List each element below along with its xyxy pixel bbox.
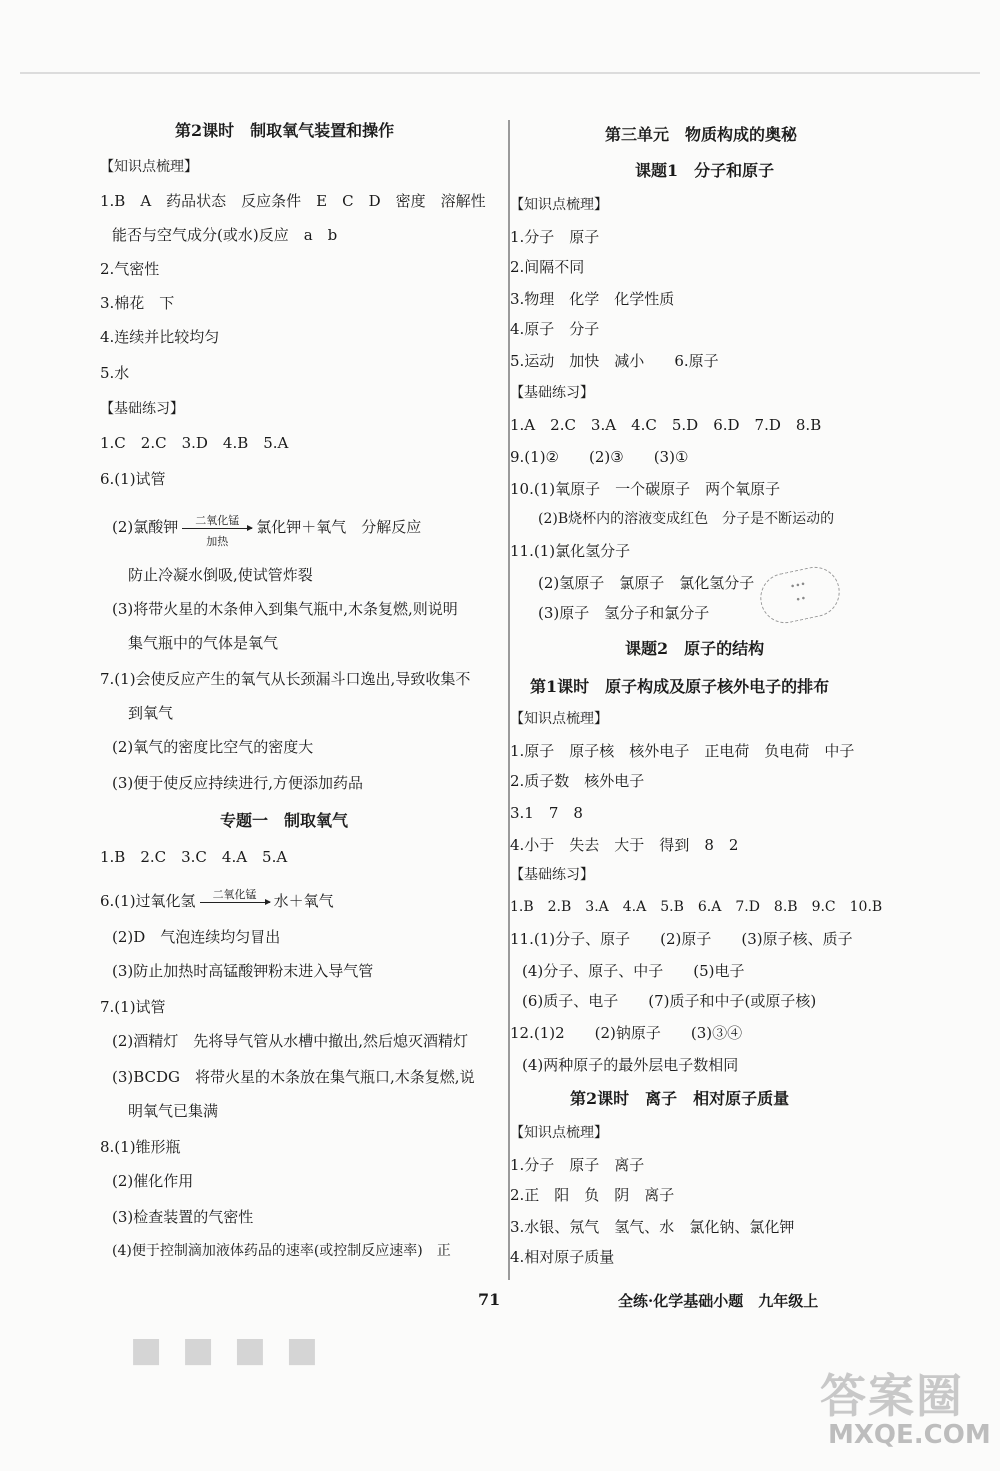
topic-title: 课题1 分子和原子: [635, 161, 775, 180]
book-title: 全练·化学基础小题 九年级上: [618, 1292, 819, 1310]
answer-line: 1.B A 药品状态 反应条件 E C D 密度 溶解性: [100, 192, 486, 210]
section-heading: 【基础练习】: [510, 385, 594, 401]
equation-line: [100, 890, 334, 913]
section-heading: 【基础练习】: [100, 401, 184, 417]
answer-line: (6)质子、电子 (7)质子和中子(或原子核): [522, 992, 817, 1010]
answer-line: 3.1 7 8: [510, 804, 583, 822]
arrow-line: [182, 528, 252, 529]
answer-line: 7.(1)会使反应产生的氧气从长颈漏斗口逸出,导致收集不: [100, 670, 471, 688]
answer-line: 10.(1)氧原子 一个碳原子 两个氧原子: [510, 480, 781, 498]
reaction-arrow: [182, 514, 252, 548]
equation-line: [100, 514, 422, 548]
answer-line: (3)将带火星的木条伸入到集气瓶中,木条复燃,则说明: [112, 600, 458, 618]
condition-label: 加热: [206, 535, 229, 548]
answer-line: 9.(1)② (2)③ (3)①: [510, 448, 689, 466]
answer-line: (4)分子、原子、中子 (5)电子: [522, 962, 745, 980]
answer-line: 5.运动 加快 减小 6.原子: [510, 352, 719, 370]
answer-line: 3.物理 化学 化学性质: [510, 290, 675, 308]
answer-line: 7.(1)试管: [100, 998, 166, 1016]
answer-line: (4)两种原子的最外层电子数相同: [522, 1056, 739, 1074]
answer-line: 1.B 2.B 3.A 4.A 5.B 6.A 7.D 8.B 9.C 10.B: [510, 899, 883, 915]
answer-line: (3)原子 氢分子和氯分子: [538, 604, 710, 622]
answer-line: 1.C 2.C 3.D 4.B 5.A: [100, 434, 289, 452]
answer-line: 2.质子数 核外电子: [510, 772, 645, 790]
equation-reactant: 6.(1)过氧化氢: [100, 892, 196, 910]
answer-line: 1.分子 原子 离子: [510, 1156, 645, 1174]
answer-line: 4.原子 分子: [510, 320, 600, 338]
topic-title: 专题一 制取氧气: [220, 811, 349, 830]
reaction-arrow: [200, 888, 270, 913]
section-heading: 【知识点梳理】: [510, 197, 608, 213]
watermark-url: MXQE.COM: [828, 1420, 991, 1450]
answer-line: (2)B烧杯内的溶液变成红色 分子是不断运动的: [538, 511, 835, 527]
answer-line: 3.水银、氖气 氢气、水 氯化钠、氯化钾: [510, 1218, 795, 1236]
answer-line: (3)BCDG 将带火星的木条放在集气瓶口,木条复燃,说: [112, 1068, 475, 1086]
answer-line: 4.小于 失去 大于 得到 8 2: [510, 836, 739, 854]
top-rule: [20, 72, 980, 74]
section-heading: 【知识点梳理】: [510, 1125, 608, 1141]
answer-line: 2.气密性: [100, 260, 160, 278]
unit-title: 第三单元 物质构成的奥秘: [605, 125, 798, 144]
answer-line: 1.分子 原子: [510, 228, 600, 246]
lesson-title: 第1课时 原子构成及原子核外电子的排布: [530, 677, 830, 696]
answer-line: 4.连续并比较均匀: [100, 328, 220, 346]
answer-line: (4)便于控制滴加液体药品的速率(或控制反应速率) 正: [112, 1243, 451, 1259]
equation-products: 水＋氧气: [273, 892, 334, 910]
watermark-logo-text: 答案圈: [820, 1369, 964, 1423]
answer-line: 1.B 2.C 3.C 4.A 5.A: [100, 848, 288, 866]
lesson-title: 第2课时 制取氧气装置和操作: [175, 121, 395, 140]
answer-line: (2)D 气泡连续均匀冒出: [112, 928, 281, 946]
answer-line: 2.正 阳 负 阴 离子: [510, 1186, 675, 1204]
answer-line: (2)催化作用: [112, 1172, 194, 1190]
stamp-mark: ••• ••: [756, 562, 845, 628]
answer-line: 6.(1)试管: [100, 470, 166, 488]
topic-title: 课题2 原子的结构: [625, 639, 765, 658]
answer-line: 能否与空气成分(或水)反应 a b: [112, 226, 338, 244]
answer-line: 集气瓶中的气体是氧气: [128, 634, 279, 652]
answer-line: 防止冷凝水倒吸,使试管炸裂: [128, 566, 313, 584]
arrow-line: [200, 902, 270, 903]
answer-line: 11.(1)分子、原子 (2)原子 (3)原子核、质子: [510, 930, 853, 948]
answer-line: 明氧气已集满: [128, 1102, 219, 1120]
answer-line: (2)氢原子 氯原子 氯化氢分子: [538, 574, 755, 592]
equation-reactant: (2)氯酸钾: [112, 518, 179, 536]
answer-line: 12.(1)2 (2)钠原子 (3)③④: [510, 1024, 743, 1042]
answer-line: 1.原子 原子核 核外电子 正电荷 负电荷 中子: [510, 742, 855, 760]
catalyst-label: 二氧化锰: [195, 514, 240, 527]
answer-line: 2.间隔不同: [510, 258, 585, 276]
section-heading: 【基础练习】: [510, 867, 594, 883]
answer-line: (3)便于使反应持续进行,方便添加药品: [112, 774, 364, 792]
answer-line: (3)检查装置的气密性: [112, 1208, 254, 1226]
answer-line: 1.A 2.C 3.A 4.C 5.D 6.D 7.D 8.B: [510, 416, 822, 434]
watermark-logo: [820, 1360, 991, 1460]
answer-line: 11.(1)氯化氢分子: [510, 542, 631, 560]
answer-line: (2)酒精灯 先将导气管从水槽中撤出,然后熄灭酒精灯: [112, 1032, 469, 1050]
lesson-title: 第2课时 离子 相对原子质量: [570, 1089, 790, 1108]
answer-line: 到氧气: [128, 704, 174, 722]
section-heading: 【知识点梳理】: [510, 711, 608, 727]
answer-line: (2)氧气的密度比空气的密度大: [112, 738, 314, 756]
watermark-smudge: ■ ■ ■ ■: [130, 1330, 323, 1370]
answer-line: 8.(1)锥形瓶: [100, 1138, 181, 1156]
equation-products: 氯化钾＋氧气 分解反应: [256, 518, 422, 536]
catalyst-label: 二氧化锰: [212, 888, 257, 901]
answer-line: 4.相对原子质量: [510, 1248, 615, 1266]
answer-line: 5.水: [100, 364, 130, 382]
page-number: 71: [478, 1290, 501, 1309]
answer-line: (3)防止加热时高锰酸钾粉末进入导气管: [112, 962, 374, 980]
answer-line: 3.棉花 下: [100, 294, 175, 312]
section-heading: 【知识点梳理】: [100, 159, 198, 175]
